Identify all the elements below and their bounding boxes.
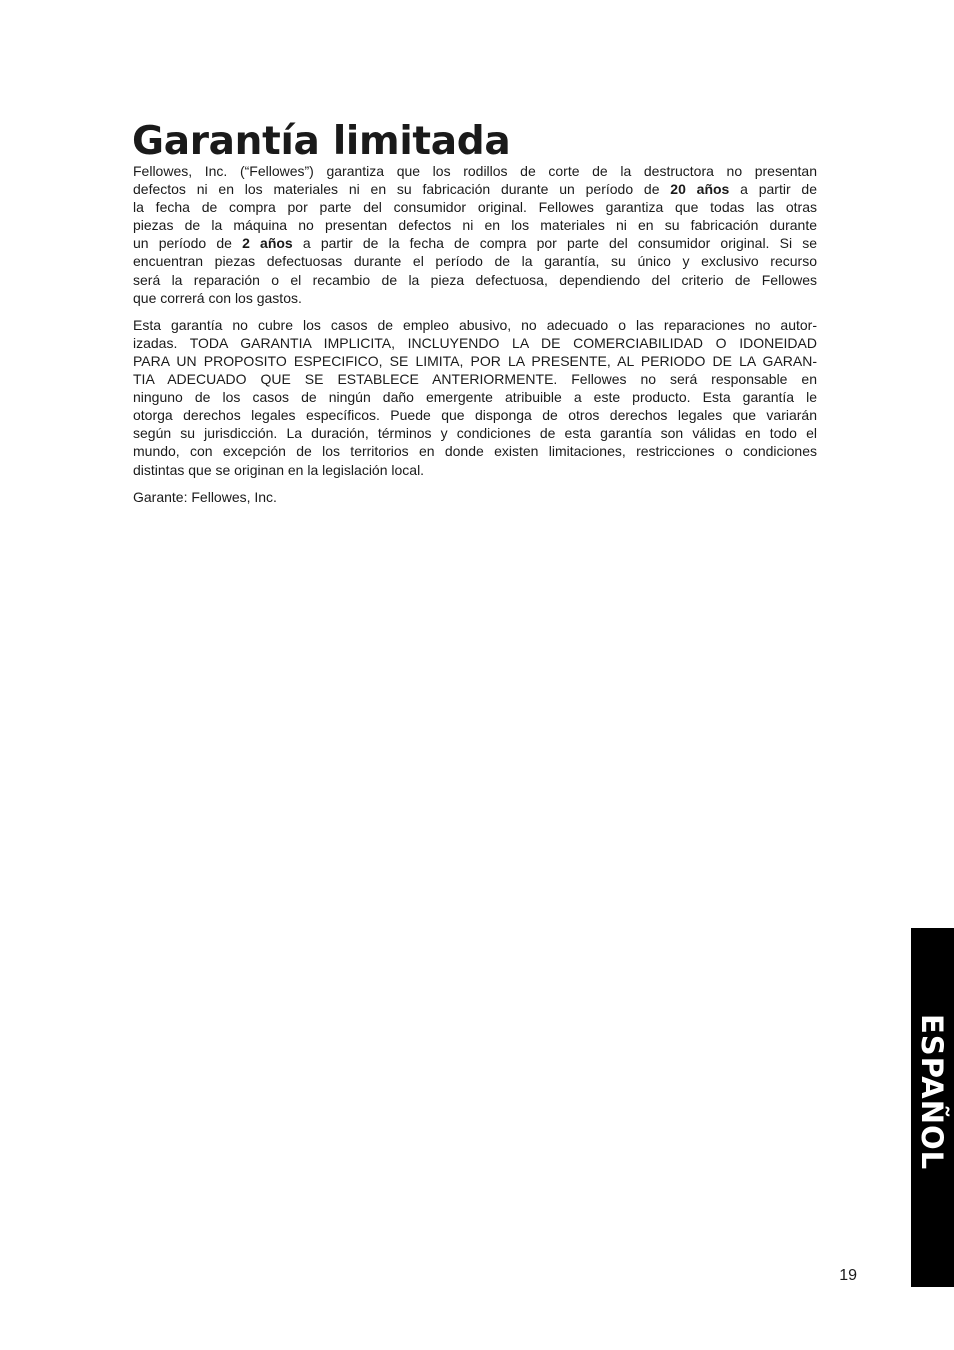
text-line: piezas de la máquina no presentan defectos ni en los materiales ni en su fabricación durante — [133, 217, 817, 234]
text-line: encuentran piezas defectuosas durante el período de la garantía, su único y exclusivo recurso — [133, 253, 817, 270]
text-line: otorga derechos legales específicos. Puede que disponga de otros derechos legales que variarán — [133, 407, 817, 424]
text-run: a partir de — [729, 181, 817, 198]
text-line: TIA ADECUADO QUE SE ESTABLECE ANTERIORMENTE. Fellowes no será responsable en — [133, 371, 817, 388]
warranty-period-cutters: 20 años — [670, 181, 730, 198]
text-run: a partir de la fecha de compra por parte del consumidor original. Si se — [292, 235, 817, 252]
text-line: Garante: Fellowes, Inc. — [133, 488, 277, 505]
warranty-paragraph-exclusions — [133, 316, 817, 479]
text-line: mundo, con excepción de los territorios en donde existen limitaciones, restricciones o condiciones — [133, 443, 817, 460]
text-line: Fellowes, Inc. (“Fellowes”) garantiza que los rodillos de corte de la destructora no presentan — [133, 163, 817, 179]
text-line: Esta garantía no cubre los casos de empleo abusivo, no adecuado o las reparaciones no autor- — [133, 316, 817, 333]
text-line — [133, 180, 817, 198]
text-line: según su jurisdicción. La duración, términos y condiciones de esta garantía son válidas en todo el — [133, 425, 817, 442]
text-line: izadas. TODA GARANTIA IMPLICITA, INCLUYENDO LA DE COMERCIABILIDAD O IDONEIDAD — [133, 334, 817, 351]
text-line: la fecha de compra por parte del consumidor original. Fellowes garantiza que todas las otras — [133, 199, 817, 216]
language-tab — [911, 928, 954, 1287]
page-title: Garantía limitada — [132, 119, 511, 164]
warranty-paragraph-coverage — [133, 162, 817, 307]
text-line: que correrá con los gastos. — [133, 289, 302, 306]
language-tab-label: ESPAÑOL — [915, 1014, 949, 1171]
text-line: distintas que se originan en la legislación local. — [133, 461, 425, 478]
text-line: será la reparación o el recambio de la pieza defectuosa, dependiendo del criterio de Fellowes — [133, 271, 817, 288]
text-run: un período de — [133, 235, 243, 252]
text-line: PARA UN PROPOSITO ESPECIFICO, SE LIMITA, POR LA PRESENTE, AL PERIODO DE LA GARAN- — [133, 352, 817, 369]
warranty-guarantor — [133, 488, 817, 506]
warranty-period-parts: 2 años — [242, 235, 293, 252]
text-run: defectos ni en los materiales ni en su fabricación durante un período de — [133, 181, 671, 198]
text-line — [133, 234, 817, 252]
page-number: 19 — [839, 1267, 857, 1284]
warranty-body — [133, 162, 817, 515]
text-line: ninguno de los casos de ningún daño emergente atribuible a este producto. Esta garantía le — [133, 389, 817, 406]
